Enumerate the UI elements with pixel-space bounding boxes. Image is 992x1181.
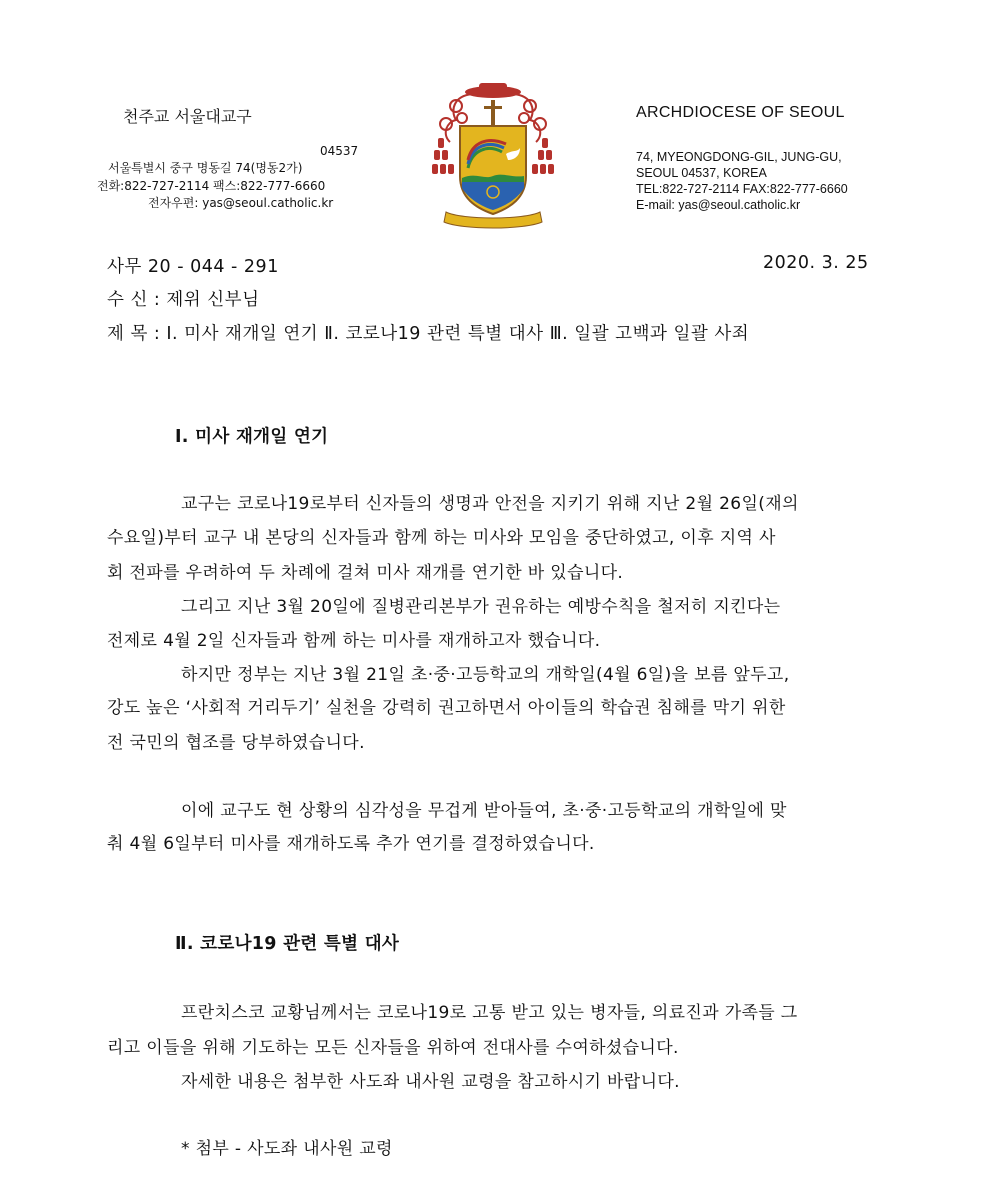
letterhead-en-address-line1: 74, MYEONGDONG-GIL, JUNG-GU, bbox=[636, 150, 842, 164]
section1-line: 그리고 지난 3월 20일에 질병관리본부가 권유하는 예방수칙을 철저히 지킨다는 bbox=[181, 597, 781, 617]
letterhead-en-tel-fax: TEL:822-727-2114 FAX:822-777-6660 bbox=[636, 182, 848, 196]
section1-line: 수요일)부터 교구 내 본당의 신자들과 함께 하는 미사와 모임을 중단하였고, 이후 지역 사 bbox=[107, 528, 776, 548]
subject-line: 제 목 : Ⅰ. 미사 재개일 연기 Ⅱ. 코로나19 관련 특별 대사 Ⅲ. 일괄 고백과 일괄 사죄 bbox=[107, 324, 750, 344]
section1-line: 춰 4월 6일부터 미사를 재개하도록 추가 연기를 결정하였습니다. bbox=[107, 834, 595, 854]
recipient-line: 수 신 : 제위 신부님 bbox=[107, 290, 260, 310]
letterhead-ko-postal-code: 04537 bbox=[320, 144, 359, 158]
section1-heading: Ⅰ. 미사 재개일 연기 bbox=[175, 427, 329, 447]
section2-line: 자세한 내용은 첨부한 사도좌 내사원 교령을 참고하시기 바랍니다. bbox=[181, 1072, 680, 1092]
letterhead-ko-email: 전자우편: yas@seoul.catholic.kr bbox=[148, 196, 334, 210]
section1-line: 전제로 4월 2일 신자들과 함께 하는 미사를 재개하고자 했습니다. bbox=[107, 631, 601, 651]
letterhead-ko-address: 서울특별시 중구 명동길 74(명동2가) bbox=[108, 161, 303, 175]
letterhead-ko-name: 천주교 서울대교구 bbox=[123, 107, 252, 126]
attachment-note: * 첨부 - 사도좌 내사원 교령 bbox=[181, 1139, 393, 1159]
section1-line: 전 국민의 협조를 당부하였습니다. bbox=[107, 733, 365, 753]
section1-line: 강도 높은 ‘사회적 거리두기’ 실천을 강력히 권고하면서 아이들의 학습권 침해를 막기 위한 bbox=[107, 698, 786, 718]
section1-line: 교구는 코로나19로부터 신자들의 생명과 안전을 지키기 위해 지난 2월 26일(재의 bbox=[181, 494, 799, 514]
letterhead-en-address-line2: SEOUL 04537, KOREA bbox=[636, 166, 767, 180]
document-date: 2020. 3. 25 bbox=[763, 253, 869, 273]
letterhead-en-email: E-mail: yas@seoul.catholic.kr bbox=[636, 198, 801, 212]
section2-line: 프란치스코 교황님께서는 코로나19로 고통 받고 있는 병자들, 의료진과 가족들 그 bbox=[181, 1003, 798, 1023]
section1-line: 하지만 정부는 지난 3월 21일 초·중·고등학교의 개학일(4월 6일)을 보름 앞두고, bbox=[181, 665, 790, 685]
section1-line: 이에 교구도 현 상황의 심각성을 무겁게 받아들여, 초·중·고등학교의 개학일에 맞 bbox=[181, 801, 787, 821]
letterhead-en-name: ARCHDIOCESE OF SEOUL bbox=[636, 104, 845, 121]
letterhead-ko-tel-fax: 전화:822-727-2114 팩스:822-777-6660 bbox=[97, 179, 326, 193]
section2-line: 리고 이들을 위해 기도하는 모든 신자들을 위하여 전대사를 수여하셨습니다. bbox=[107, 1038, 679, 1058]
document-number: 사무 20 - 044 - 291 bbox=[107, 257, 279, 277]
coat-of-arms-logo bbox=[432, 80, 554, 230]
section1-line: 회 전파를 우려하여 두 차례에 걸쳐 미사 재개를 연기한 바 있습니다. bbox=[107, 563, 624, 583]
section2-heading: Ⅱ. 코로나19 관련 특별 대사 bbox=[175, 934, 400, 954]
